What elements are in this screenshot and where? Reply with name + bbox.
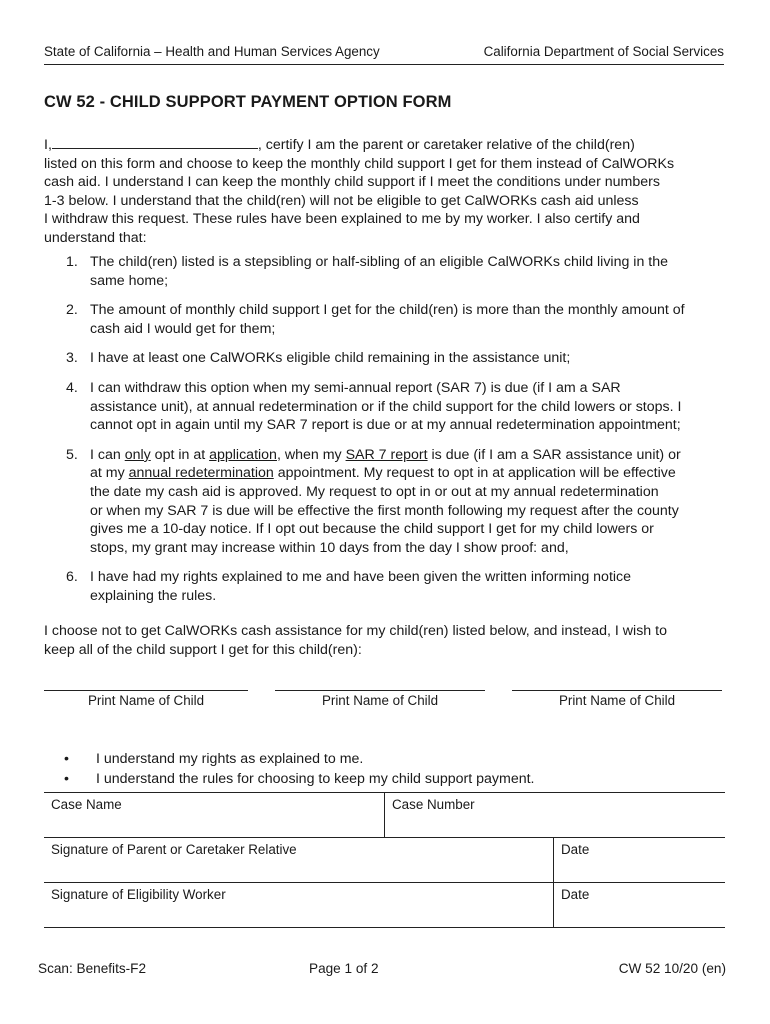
item-line [90, 446, 734, 465]
item-number: 3. [66, 350, 78, 367]
case-number-field[interactable] [384, 793, 725, 837]
parent-signature-label: Signature of Parent or Caretaker Relative [51, 842, 297, 857]
child-name-field-2[interactable] [275, 690, 485, 708]
list-item [44, 253, 734, 290]
form-id: CW 52 10/20 (en) [618, 961, 726, 976]
worker-signature-row [44, 883, 725, 928]
agency-name: State of California – Health and Human Services Agency [44, 44, 380, 59]
intro-paragraph [44, 134, 734, 248]
intro-line-1: , certify I am the parent or caretaker relative of the child(ren) [257, 137, 635, 153]
item-line: I can withdraw this option when my semi-annual report (SAR 7) is due (if I am a SAR [90, 379, 621, 396]
text-run: appointment. My request to opt in at application will be effective [273, 465, 676, 482]
item-number: 2. [66, 302, 78, 319]
item-line: stops, my grant may increase within 10 days from the day I show proof: and, [90, 539, 569, 556]
intro-line-4: 1-3 below. I understand that the child(ren) will not be eligible to get CalWORKs cash aid unless [44, 192, 639, 209]
item-line: I have had my rights explained to me and have been given the written informing notice [90, 569, 632, 586]
list-item [44, 349, 734, 368]
item-line: same home; [90, 272, 169, 289]
item-number: 4. [66, 379, 78, 396]
bullet-text: I understand my rights as explained to me. [96, 751, 364, 767]
worker-signature-field[interactable] [44, 883, 553, 927]
text-run: opt in at [150, 446, 210, 463]
list-item [60, 769, 534, 789]
underlined-text: only [124, 446, 151, 463]
intro-line-2: listed on this form and choose to keep the monthly child support I get for them instead of CalWORKs [44, 155, 675, 172]
case-row [44, 793, 725, 838]
item-line [90, 464, 734, 483]
item-number: 5. [66, 446, 78, 463]
case-name-label: Case Name [51, 797, 122, 812]
intro-line-5: I withdraw this request. These rules have been explained to me by my worker. I also certify and [44, 211, 640, 228]
bullet-icon: • [64, 771, 69, 787]
list-item [44, 379, 734, 435]
list-item [44, 446, 734, 558]
item-line: the date my cash aid is approved. My request to opt in or out at my annual redetermination [90, 483, 659, 500]
child-name-label: Print Name of Child [321, 693, 439, 708]
name-blank-field[interactable] [52, 134, 258, 149]
intro-line-6: understand that: [44, 229, 147, 246]
item-number: 6. [66, 569, 78, 586]
choice-line: keep all of the child support I get for this child(ren): [44, 641, 362, 658]
item-line: explaining the rules. [90, 587, 217, 604]
item-line: I have at least one CalWORKs eligible child remaining in the assistance unit; [90, 350, 571, 367]
item-line: gives me a 10-day notice. If I opt out because the child support I get for my child lowers or [90, 521, 654, 538]
choice-line: I choose not to get CalWORKs cash assistance for my child(ren) listed below, and instead, I wish to [44, 623, 667, 639]
intro-prefix: I, [44, 137, 52, 153]
item-number: 1. [66, 254, 78, 270]
child-name-label: Print Name of Child [558, 693, 676, 708]
item-line: or when my SAR 7 is due will be effective the first month following my request after the county [90, 502, 679, 519]
date-label: Date [561, 842, 590, 857]
text-run: is due (if I am a SAR assistance unit) or [427, 446, 681, 463]
scan-code: Scan: Benefits-F2 [38, 961, 147, 976]
text-run: I can [90, 446, 125, 463]
bullet-text: I understand the rules for choosing to keep my child support payment. [96, 771, 535, 787]
signature-table [44, 792, 725, 928]
worker-signature-label: Signature of Eligibility Worker [51, 887, 226, 902]
item-line: cash aid I would get for them; [90, 320, 276, 337]
child-name-field-1[interactable] [44, 690, 248, 708]
conditions-list [44, 253, 734, 617]
worker-date-field[interactable] [553, 883, 725, 927]
page-header [44, 44, 724, 65]
form-title: CW 52 - CHILD SUPPORT PAYMENT OPTION FORM [44, 93, 452, 111]
department-name: California Department of Social Services [483, 44, 724, 59]
text-run: , when my [276, 446, 346, 463]
underlined-text: annual redetermination [128, 465, 274, 482]
parent-date-field[interactable] [553, 838, 725, 882]
intro-line-3: cash aid. I understand I can keep the monthly child support if I meet the conditions under numbers [44, 174, 660, 191]
acknowledgement-list [60, 749, 534, 789]
item-line: assistance unit), at annual redetermination or if the child support for the child lowers or stops. I [90, 398, 682, 415]
case-name-field[interactable] [44, 793, 384, 837]
choice-statement [44, 622, 734, 659]
parent-signature-field[interactable] [44, 838, 553, 882]
underlined-text: SAR 7 report [345, 446, 428, 463]
child-name-label: Print Name of Child [87, 693, 205, 708]
item-line: The amount of monthly child support I get for the child(ren) is more than the monthly amount of [90, 302, 685, 319]
text-run: at my [90, 465, 129, 482]
list-item [60, 749, 534, 769]
case-number-label: Case Number [392, 797, 475, 812]
item-line: The child(ren) listed is a stepsibling or half-sibling of an eligible CalWORKs child living in the [90, 254, 669, 270]
parent-signature-row [44, 838, 725, 883]
underlined-text: application [209, 446, 277, 463]
date-label: Date [561, 887, 590, 902]
item-line: cannot opt in again until my SAR 7 report is due or at my annual redetermination appointment; [90, 417, 681, 434]
child-name-field-3[interactable] [512, 690, 722, 708]
bullet-icon: • [64, 751, 69, 767]
page-number: Page 1 of 2 [309, 961, 379, 976]
list-item [44, 568, 734, 605]
list-item [44, 301, 734, 338]
